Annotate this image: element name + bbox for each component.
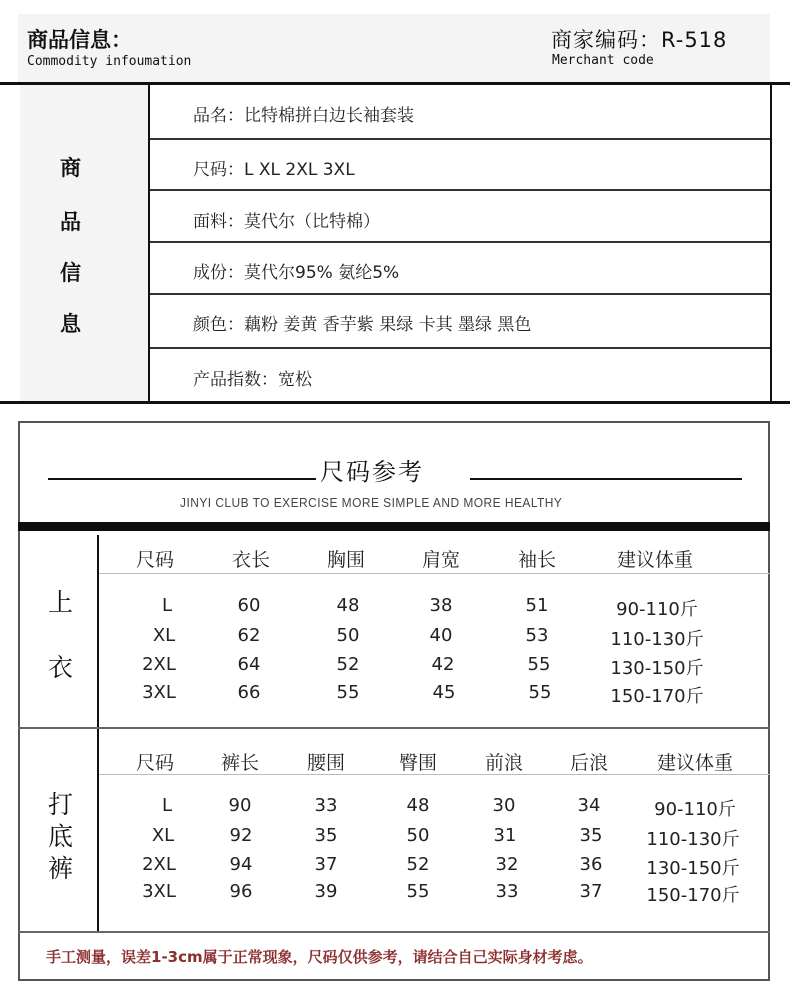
table-cell: XL: [152, 625, 176, 646]
table-cell: 35: [314, 825, 338, 846]
column-header: 前浪: [484, 752, 524, 774]
table-cell: 60: [237, 595, 261, 616]
table-cell: 64: [237, 654, 261, 675]
info-right-border: [770, 85, 772, 401]
column-header: 腰围: [306, 752, 346, 774]
merchant-code-subtitle: Merchant code: [552, 53, 654, 68]
chart-section-divider: [18, 727, 770, 729]
column-header: 尺码: [135, 549, 175, 571]
top-section-char: 衣: [48, 653, 74, 682]
info-row-line: [150, 189, 770, 191]
bottom-section-char: 底: [48, 822, 74, 851]
table-cell: 37: [314, 854, 338, 875]
chart-bottom-divider: [18, 931, 770, 933]
table-cell: 110-130斤: [610, 629, 704, 650]
table-cell: L: [161, 595, 173, 616]
info-side-char: 商: [60, 156, 81, 180]
table-cell: 90: [228, 795, 252, 816]
table-cell: 30: [492, 795, 516, 816]
table-cell: 3XL: [142, 682, 176, 703]
info-row-line: [150, 241, 770, 243]
table-cell: 55: [336, 682, 360, 703]
bottom-section-char: 裤: [48, 854, 74, 883]
table-cell: 39: [314, 881, 338, 902]
table-cell: 150-170斤: [646, 885, 740, 906]
table-cell: 48: [406, 795, 430, 816]
info-header-title: 商品信息：: [27, 28, 132, 52]
table-cell: 2XL: [142, 854, 176, 875]
bottom-section-char: 打: [48, 790, 74, 819]
table-cell: 96: [229, 881, 253, 902]
info-row-fabric: 面料：莫代尔（比特棉）: [193, 212, 380, 232]
table-cell: 94: [229, 854, 253, 875]
info-header-subtitle: Commodity infoumation: [27, 54, 192, 69]
info-row-colors: 颜色：藕粉 姜黄 香芋紫 果绿 卡其 墨绿 黑色: [193, 315, 532, 335]
column-header: 建议体重: [656, 752, 734, 774]
table-cell: 37: [579, 881, 603, 902]
column-header: 建议体重: [616, 549, 694, 571]
title-rule-left: [48, 478, 316, 480]
table-cell: 31: [493, 825, 517, 846]
table-cell: 35: [579, 825, 603, 846]
info-side-char: 品: [60, 210, 81, 234]
table-cell: 110-130斤: [646, 829, 740, 850]
table-cell: 48: [336, 595, 360, 616]
table-cell: 55: [528, 682, 552, 703]
size-chart-title: 尺码参考: [320, 458, 424, 486]
table-cell: 33: [314, 795, 338, 816]
info-vertical-divider: [148, 85, 150, 401]
table-cell: 40: [429, 625, 453, 646]
info-bottom-divider: [0, 401, 790, 404]
info-row-line: [150, 293, 770, 295]
table-cell: 52: [336, 654, 360, 675]
table-cell: 33: [495, 881, 519, 902]
column-header: 袖长: [517, 549, 557, 571]
chart-vertical-divider: [97, 535, 99, 931]
column-header: 裤长: [220, 752, 260, 774]
table-cell: 50: [406, 825, 430, 846]
size-chart-subtitle: JINYI CLUB TO EXERCISE MORE SIMPLE AND MORE HEALTHY: [180, 495, 563, 510]
top-section-char: 上: [48, 588, 74, 617]
column-header: 后浪: [569, 752, 609, 774]
table-cell: 66: [237, 682, 261, 703]
info-side-char: 信: [60, 261, 81, 285]
info-side-char: 息: [60, 312, 81, 336]
column-header: 臀围: [398, 752, 438, 774]
table-cell: 130-150斤: [610, 658, 704, 679]
table-cell: 3XL: [142, 881, 176, 902]
column-header: 肩宽: [421, 549, 461, 571]
table-cell: 55: [527, 654, 551, 675]
table-cell: 150-170斤: [610, 686, 704, 707]
top-header-line: [99, 573, 770, 574]
measurement-note: 手工测量，误差1-3cm属于正常现象，尺码仅供参考，请结合自己实际身材考虑。: [46, 948, 593, 966]
table-cell: 130-150斤: [646, 858, 740, 879]
table-cell: 52: [406, 854, 430, 875]
info-row-fit: 产品指数：宽松: [193, 370, 312, 390]
info-row-sizes: 尺码：L XL 2XL 3XL: [193, 160, 355, 180]
table-cell: 38: [429, 595, 453, 616]
table-cell: 90-110斤: [616, 599, 698, 620]
title-rule-right: [470, 478, 742, 480]
info-side-panel: [20, 85, 148, 401]
column-header: 衣长: [231, 549, 271, 571]
table-cell: 32: [495, 854, 519, 875]
table-cell: 53: [525, 625, 549, 646]
table-cell: 92: [229, 825, 253, 846]
chart-thick-divider: [18, 522, 770, 531]
info-row-name: 品名：比特棉拼白边长袖套装: [193, 106, 414, 126]
info-row-line: [150, 138, 770, 140]
table-cell: 36: [579, 854, 603, 875]
table-cell: 45: [432, 682, 456, 703]
table-cell: 90-110斤: [654, 799, 736, 820]
table-cell: 50: [336, 625, 360, 646]
info-row-composition: 成份：莫代尔95% 氨纶5%: [193, 263, 400, 283]
table-cell: 2XL: [142, 654, 176, 675]
table-cell: 51: [525, 595, 549, 616]
table-cell: L: [161, 795, 173, 816]
merchant-code: 商家编码：R-518: [551, 28, 728, 52]
info-row-line: [150, 347, 770, 349]
table-cell: 55: [406, 881, 430, 902]
table-cell: XL: [151, 825, 175, 846]
table-cell: 42: [431, 654, 455, 675]
column-header: 尺码: [135, 752, 175, 774]
table-cell: 34: [577, 795, 601, 816]
table-cell: 62: [237, 625, 261, 646]
column-header: 胸围: [326, 549, 366, 571]
